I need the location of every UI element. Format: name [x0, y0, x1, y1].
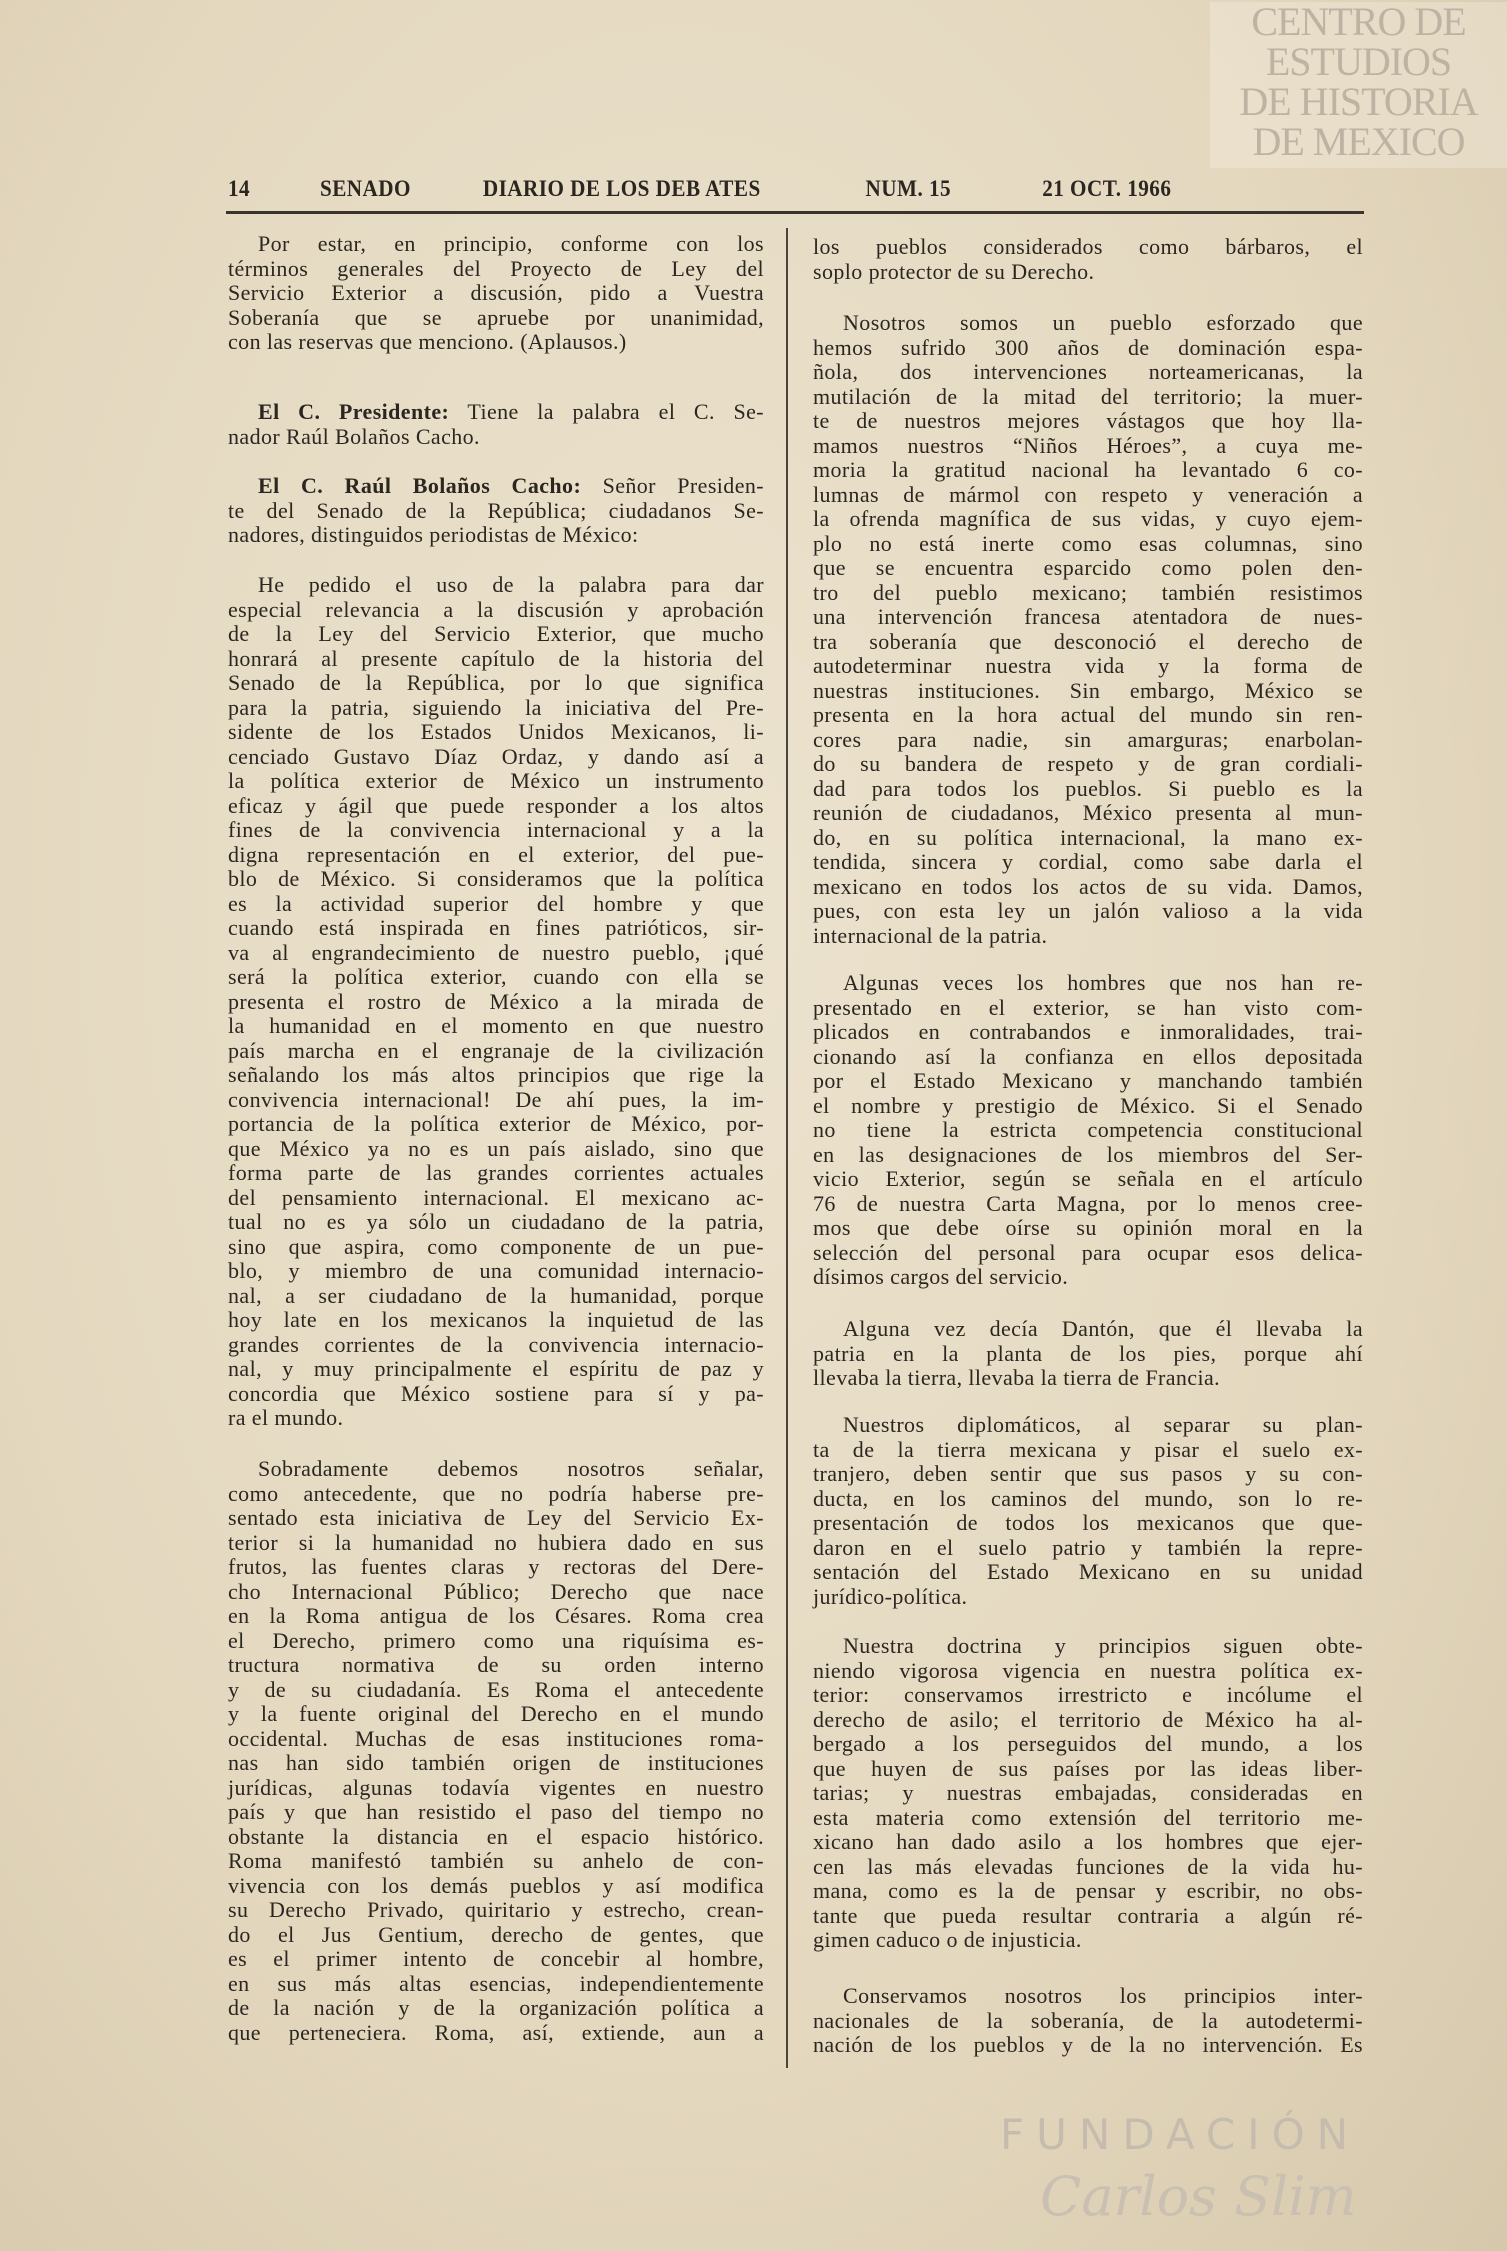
text-line: esta materia como extensión del territorio me- [813, 1804, 1363, 1830]
text-line: que huyen de sus países por las ideas liber- [813, 1755, 1363, 1781]
text-line: obstante la distancia en el espacio histórico. [228, 1823, 764, 1849]
text-line: de la nación y de la organización política a [228, 1995, 764, 2020]
text-line: tranjero, deben sentir que sus pasos y su con- [813, 1461, 1363, 1486]
text-line: y de su ciudadanía. Es Roma el antecedente [228, 1676, 764, 1702]
text-line: ducta, en los caminos del mundo, son lo re- [813, 1485, 1363, 1511]
speaker-name: El C. Presidente: [258, 399, 450, 424]
text-line: llevaba la tierra, llevaba la tierra de Francia. [813, 1365, 1221, 1390]
text-line: convivencia internacional! De ahí pues, la im- [228, 1086, 764, 1112]
text-line: presenta en la hora actual del mundo sin ren- [813, 702, 1363, 727]
text-line: su Derecho Privado, quiritario y estrecho, crean- [228, 1897, 764, 1922]
text-line: portancia de la política exterior de México, por- [228, 1111, 764, 1136]
watermark-line: ESTUDIOS [1265, 39, 1452, 84]
text-line: tructura normativa de su orden interno [228, 1652, 764, 1677]
watermark-archive-block [1210, 2, 1507, 168]
text-line: nuestras instituciones. Sin embargo, México se [813, 677, 1363, 703]
text-line: ra el mundo. [228, 1405, 344, 1430]
watermark-line: DE MEXICO [1252, 119, 1465, 164]
text-line: concordia que México sostiene para sí y pa- [228, 1380, 764, 1406]
paragraph [813, 235, 1363, 284]
issue-number: NUM. 15 [865, 176, 952, 201]
text-line: hoy late en los mexicanos la inquietud de las [228, 1307, 764, 1332]
text-line: como antecedente, que no podría haberse pre- [228, 1480, 764, 1506]
watermark-line: DE HISTORIA [1239, 79, 1478, 124]
header-rule [226, 211, 1364, 214]
text-line: vicio Exterior, según se señala en el artículo [813, 1166, 1363, 1191]
text-line: Roma manifestó también su anhelo de con- [228, 1848, 764, 1873]
text-line: en sus más altas esencias, independientemente [228, 1970, 764, 1996]
text-line: selección del personal para ocupar esos delica- [813, 1239, 1363, 1265]
text-line: do su bandera de respeto y de gran cordiali- [813, 751, 1363, 776]
text-line: nadores, distinguidos periodistas de México: [228, 522, 639, 547]
text-line: nacionales de la soberanía, de la autodetermi- [813, 2007, 1363, 2033]
text-line: Senado de la República, por lo que significa [228, 670, 764, 695]
text-line: presenta el rostro de México a la mirada de [228, 988, 764, 1014]
text-line: Alguna vez decía Dantón, que él llevaba la [843, 1316, 1363, 1341]
text-line: terior: conservamos irrestricto e incólume el [813, 1682, 1363, 1707]
text-line: mutilación de la mitad del territorio; la muer- [813, 383, 1363, 409]
text-line: Conservamos nosotros los principios inter- [843, 1983, 1363, 2008]
text-line: ñola, dos intervenciones norteamericanas, la [813, 359, 1363, 384]
text-line: Por estar, en principio, conforme con los [258, 231, 764, 256]
text-line: de la Ley del Servicio Exterior, que mucho [228, 621, 764, 646]
page-number: 14 [228, 176, 251, 201]
text-line: daron en el suelo patrio y también la repre- [813, 1534, 1363, 1560]
text-line: es la actividad superior del hombre y que [228, 890, 764, 916]
paragraph [813, 311, 1363, 948]
text-line: digna representación en el exterior, del pue- [228, 841, 764, 867]
text-line: mana, como es la de pensar y escribir, no obs- [813, 1878, 1363, 1903]
paragraph [813, 971, 1363, 1290]
speaker-name: El C. Raúl Bolaños Cacho: [258, 473, 582, 498]
text-line: cionando así la confianza en ellos depositada [813, 1043, 1363, 1069]
text-line: que México ya no es un país aislado, sino que [228, 1135, 764, 1161]
text-line: patria en la planta de los pies, porque ahí [813, 1340, 1363, 1366]
text-line: moria la gratitud nacional ha levantado 6 co- [813, 457, 1363, 482]
text-line: presentación de todos los mexicanos que que- [813, 1510, 1363, 1535]
text-line: nación de los pueblos y de la no intervención. Es [813, 2032, 1363, 2057]
text-line: que perteneciera. Roma, así, extiende, aun a [228, 2019, 764, 2045]
text-line: tro del pueblo mexicano; también resistimos [813, 579, 1363, 605]
text-line: mexicano en todos los actos de su vida. Damos, [813, 873, 1363, 899]
text-line: blo, y miembro de una comunidad internacio- [228, 1258, 764, 1283]
text-line: bergado a los perseguidos del mundo, a los [813, 1731, 1363, 1756]
text-line: Nuestra doctrina y principios siguen obte- [843, 1633, 1363, 1658]
text-line: blo de México. Si consideramos que la política [228, 866, 764, 891]
text-line: do el Jus Gentium, derecho de gentes, que [228, 1921, 764, 1947]
paragraph [813, 1317, 1363, 1391]
text-line: es el primer intento de concebir al hombre, [228, 1946, 764, 1971]
text-line: gimen caduco o de injusticia. [813, 1927, 1082, 1952]
text-line: no tiene la estricta competencia constitucional [813, 1117, 1363, 1142]
text-line: términos generales del Proyecto de Ley del [228, 255, 764, 281]
text-line: internacional de la patria. [813, 922, 1048, 948]
text-line: ta de la tierra mexicana y pisar el suelo ex- [813, 1436, 1363, 1462]
text-line: hemos sufrido 300 años de dominación espa- [813, 334, 1363, 360]
text-line: el nombre y prestigio de México. Si el Senado [813, 1092, 1363, 1118]
text-line: eficaz y ágil que puede responder a los altos [228, 792, 764, 818]
text-line: tarias; y nuestras embajadas, consideradas en [813, 1780, 1363, 1805]
text-line: presentado en el exterior, se han visto com- [813, 994, 1363, 1020]
watermark-foundation: FUNDACIÓN [1000, 2110, 1361, 2159]
text-line: la política exterior de México un instrumento [228, 768, 764, 793]
text-line: los pueblos considerados como bárbaros, el [813, 234, 1363, 259]
text-line: occidental. Muchas de esas instituciones roma- [228, 1725, 764, 1751]
paragraph [813, 1634, 1363, 1953]
text-line: señalando los más altos principios que rige la [228, 1062, 764, 1087]
text-line: terior si la humanidad no hubiera dado en sus [228, 1529, 764, 1555]
text-line: frutos, las fuentes claras y rectoras del Dere- [228, 1554, 764, 1579]
text-line: sentación del Estado Mexicano en su unidad [813, 1559, 1363, 1584]
text-line: el Derecho, primero como una riquísima es- [228, 1627, 764, 1653]
text-line: cenciado Gustavo Díaz Ordaz, y dando así a [228, 743, 764, 769]
page-header [228, 176, 1277, 206]
text-line: tendida, sincera y cordial, como sabe darla el [813, 849, 1363, 874]
watermark-line: CENTRO DE [1251, 0, 1466, 44]
text-line: tual no es ya sólo un ciudadano de la patria, [228, 1209, 764, 1234]
text-line: He pedido el uso de la palabra para dar [258, 572, 764, 597]
column-divider [786, 228, 788, 2068]
text-line: país marcha en el engranaje de la civilización [228, 1037, 764, 1063]
text-line: te del Senado de la República; ciudadanos Se- [228, 497, 764, 523]
text-line: Sobradamente debemos nosotros señalar, [258, 1456, 764, 1481]
text-line: del pensamiento internacional. El mexicano ac- [228, 1184, 764, 1210]
text-line: jurídico-política. [813, 1583, 968, 1609]
text-line: especial relevancia a la discusión y aprobación [228, 596, 764, 622]
text-line: nal, a ser ciudadano de la humanidad, porque [228, 1282, 764, 1308]
text-line: forma parte de las grandes corrientes actuales [228, 1160, 764, 1185]
text-line: grandes corrientes de la convivencia internacio- [228, 1331, 764, 1357]
text-line: cen las más elevadas funciones de la vida hu- [813, 1853, 1363, 1879]
watermark-signature: Carlos Slim [1040, 2165, 1357, 2228]
text-line: Nosotros somos un pueblo esforzado que [843, 310, 1363, 335]
text-line: en la Roma antigua de los Césares. Roma crea [228, 1603, 764, 1628]
paragraph [813, 1413, 1363, 1609]
text-line: niendo vigorosa vigencia en nuestra política ex- [813, 1657, 1363, 1683]
text-line: por el Estado Mexicano y manchando también [813, 1068, 1363, 1093]
text-line: país y que han resistido el paso del tiempo no [228, 1799, 764, 1824]
text-line: pues, con esta ley un jalón valioso a la vida [813, 898, 1363, 923]
chamber-name: SENADO [320, 176, 411, 201]
text-line: Algunas veces los hombres que nos han re- [843, 970, 1363, 995]
text-line: cho Internacional Público; Derecho que nace [228, 1578, 764, 1604]
text-line: soplo protector de su Derecho. [813, 258, 1095, 284]
publication-title: DIARIO DE LOS DEB ATES [482, 176, 761, 201]
paragraph [228, 1457, 764, 2045]
text-line: jurídicas, algunas todavía vigentes en nuestro [228, 1774, 764, 1800]
text-line: 76 de nuestra Carta Magna, por lo menos cree- [813, 1190, 1363, 1216]
text-line: plicados en contrabandos e inmoralidades, trai- [813, 1019, 1363, 1044]
text-line: con las reservas que menciono. (Aplausos.) [228, 329, 627, 354]
text-line: El C. Raúl Bolaños Cacho: Señor Presiden- [258, 473, 764, 498]
text-line: nador Raúl Bolaños Cacho. [228, 423, 480, 449]
text-line: reunión de ciudadanos, México presenta al mun- [813, 800, 1363, 825]
text-line: tra soberanía que desconoció el derecho de [813, 628, 1363, 654]
issue-date: 21 OCT. 1966 [1042, 176, 1172, 201]
text-line: cuando está inspirada en fines patrióticos, sir- [228, 915, 764, 940]
text-line: tante que pueda resultar contraria a algún ré- [813, 1902, 1363, 1928]
text-line: sentado esta iniciativa de Ley del Servicio Ex- [228, 1505, 764, 1530]
text-line: una intervención francesa atentadora de nues- [813, 604, 1363, 629]
text-line: nal, y muy principalmente el espíritu de paz y [228, 1356, 764, 1381]
text-line: será la política exterior, cuando con ella se [228, 964, 764, 989]
text-line: derecho de asilo; el territorio de México ha al- [813, 1706, 1363, 1732]
paragraph [228, 400, 764, 449]
text-line: la ofrenda magnífica de sus vidas, y cuyo ejem- [813, 506, 1363, 531]
text-line: sidente de los Estados Unidos Mexicanos, li- [228, 719, 764, 744]
text-line: va al engrandecimiento de nuestro pueblo, ¡qué [228, 939, 764, 965]
text-line: Servicio Exterior a discusión, pido a Vuestra [228, 280, 764, 305]
paragraph [813, 1984, 1363, 2058]
text-line: vivencia con los demás pueblos y así modifica [228, 1872, 764, 1898]
text-line: y la fuente original del Derecho en el mundo [228, 1701, 764, 1726]
text-line: lumnas de mármol con respeto y veneración a [813, 481, 1363, 507]
text-line: la humanidad en el momento en que nuestro [228, 1013, 764, 1038]
text-line: cores para nadie, sin amarguras; enarbolan- [813, 726, 1363, 752]
text-line: autodeterminar nuestra vida y la forma de [813, 653, 1363, 678]
text-line: sino que aspira, como componente de un pue- [228, 1233, 764, 1259]
text-line: xicano han dado asilo a los hombres que ejer- [813, 1829, 1363, 1854]
text-line: que se encuentra esparcido como polen den- [813, 555, 1363, 580]
text-line: dísimos cargos del servicio. [813, 1264, 1069, 1289]
text-line: do, en su política internacional, la mano ex- [813, 824, 1363, 850]
text-line: te de nuestros mejores vástagos que hoy lla- [813, 408, 1363, 433]
text-line: honrará al presente capítulo de la historia del [228, 645, 764, 671]
text-line: en las designaciones de los miembros del Ser- [813, 1141, 1363, 1167]
text-line: mos que debe oírse su opinión moral en la [813, 1215, 1363, 1240]
text-line: para la patria, siguiendo la iniciativa del Pre- [228, 694, 764, 720]
paragraph [228, 232, 764, 355]
text-line: fines de la convivencia internacional y a la [228, 817, 764, 842]
text-line: Nuestros diplomáticos, al separar su plan- [843, 1412, 1363, 1437]
paragraph [228, 573, 764, 1431]
text-line: El C. Presidente: Tiene la palabra el C. Se- [258, 399, 764, 424]
text-line: mamos nuestros “Niños Héroes”, a cuya me- [813, 432, 1363, 458]
text-line: plo no está inerte como esas columnas, sino [813, 530, 1363, 556]
text-line: Soberanía que se apruebe por unanimidad, [228, 304, 764, 330]
text-line: nas han sido también origen de instituciones [228, 1750, 764, 1775]
text-line: dad para todos los pueblos. Si pueblo es la [813, 775, 1363, 801]
paragraph [228, 474, 764, 548]
